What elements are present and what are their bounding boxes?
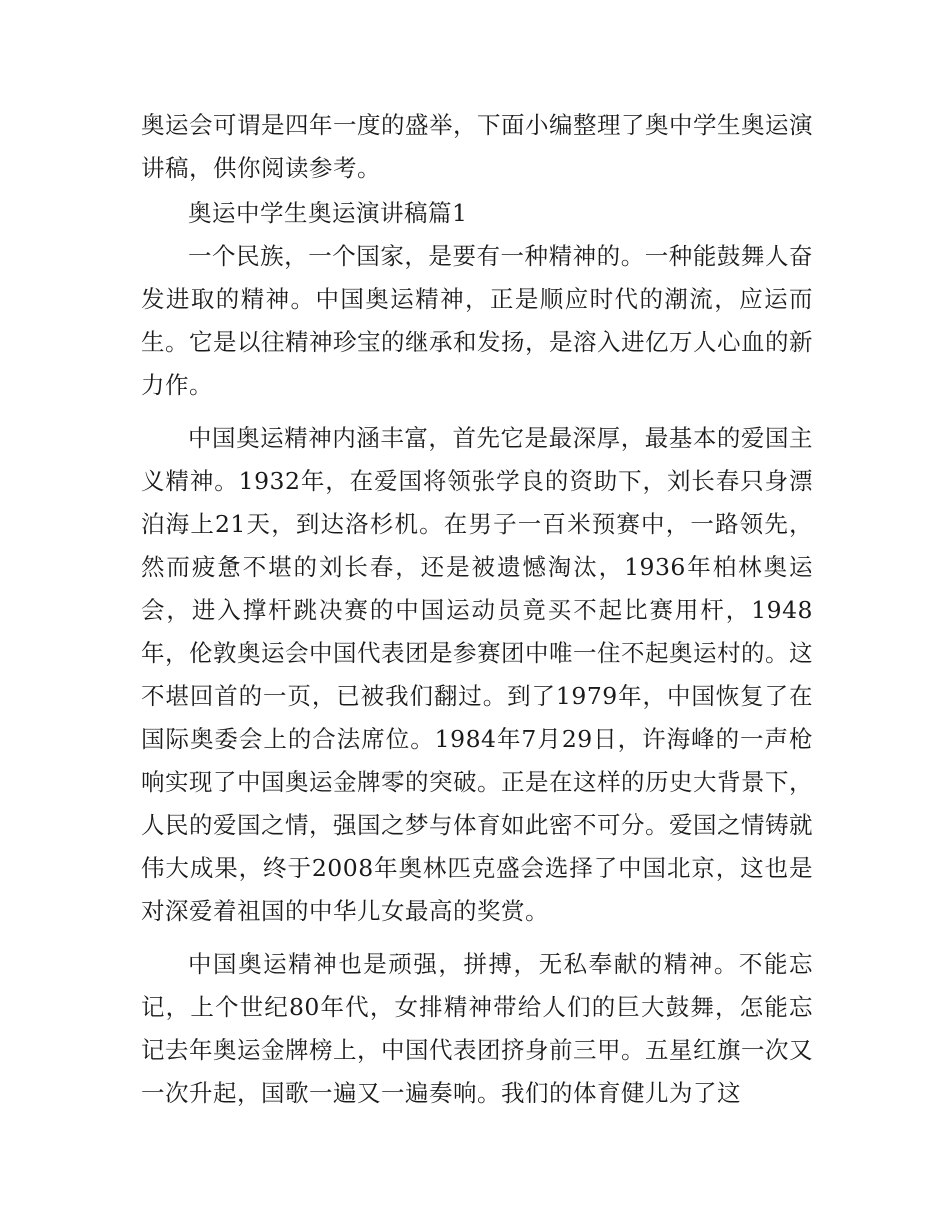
section-heading: 奥运中学生奥运演讲稿篇1 [188, 199, 468, 227]
document-body [141, 104, 813, 1115]
intro-paragraph: 奥运会可谓是四年一度的盛举，下面小编整理了奥中学生奥运演讲稿，供你阅读参考。 [141, 111, 813, 182]
body-paragraph: 中国奥运精神内涵丰富，首先它是最深厚，最基本的爱国主义精神。1932年，在爱国将领张学良的资助下，刘长春只身漂泊海上21天，到达洛杉机。在男子一百米预赛中，一路领先，然而疲惫不堪的刘长春，还是被遗憾淘汰，1936年柏林奥运会，进入撑杆跳决赛的中国运动员竟买不起比赛用杆，1948年，伦敦奥运会中国代表团是参赛团中唯一住不起奥运村的。这不堪回首的一页，已被我们翻过。到了1979年，中国恢复了在国际奥委会上的合法席位。1984年7月29日，许海峰的一声枪响实现了中国奥运金牌零的突破。正是在这样的历史大背景下，人民的爱国之情，强国之梦与体育如此密不可分。爱国之情铸就伟大成果，终于2008年奥林匹克盛会选择了中国北京，这也是对深爱着祖国的中华儿女最高的奖赏。 [141, 424, 813, 925]
body-paragraph: 中国奥运精神也是顽强，拼搏，无私奉献的精神。不能忘记，上个世纪80年代，女排精神带给人们的巨大鼓舞，怎能忘记去年奥运金牌榜上，中国代表团挤身前三甲。五星红旗一次又一次升起，国歌一遍又一遍奏响。我们的体育健儿为了这 [141, 950, 813, 1107]
body-paragraph: 一个民族，一个国家，是要有一种精神的。一种能鼓舞人奋发进取的精神。中国奥运精神，正是顺应时代的潮流，应运而生。它是以往精神珍宝的继承和发扬，是溶入进亿万人心血的新力作。 [141, 242, 813, 399]
